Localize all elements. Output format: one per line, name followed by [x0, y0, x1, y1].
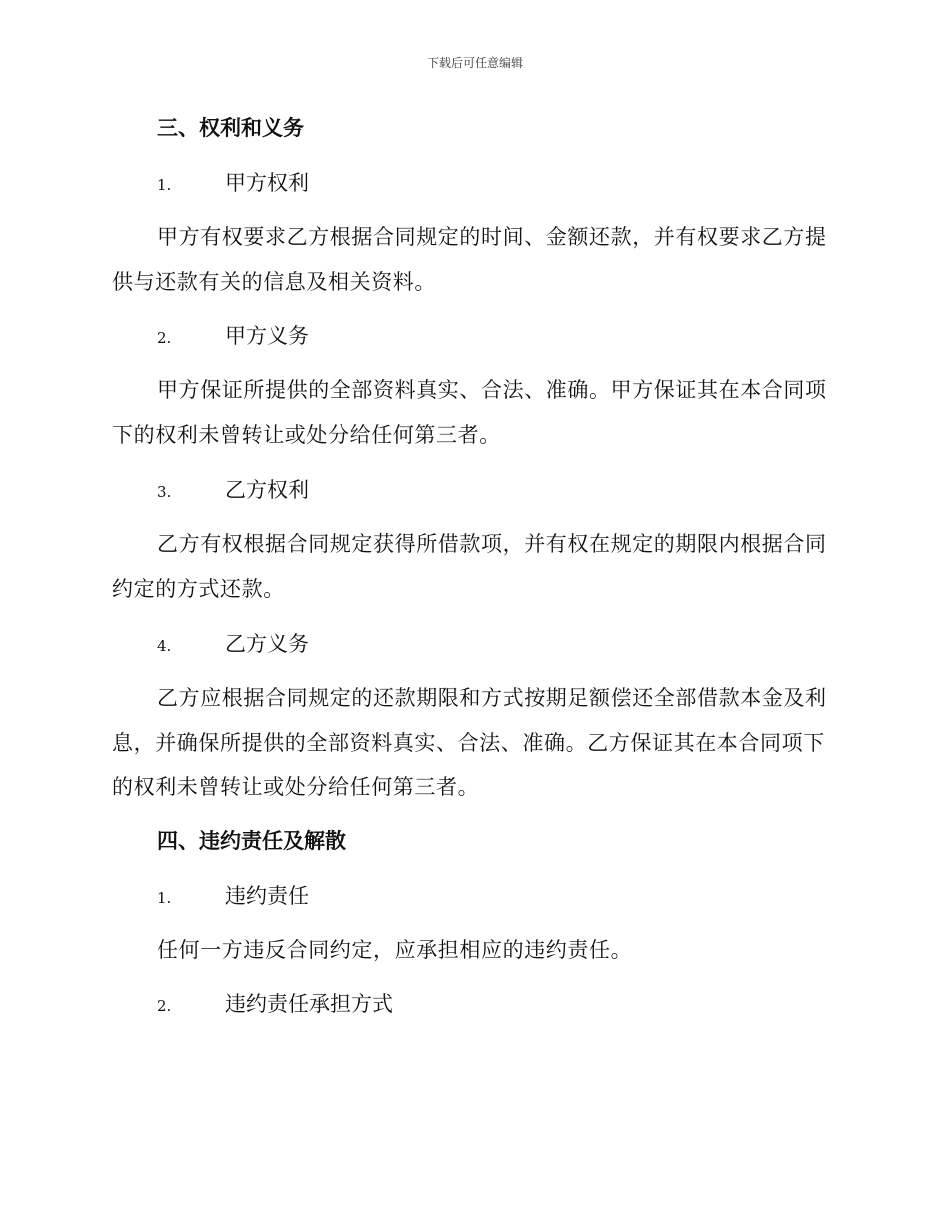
list-item-party-b-rights: [157, 475, 877, 507]
list-item-party-a-obligations: [157, 321, 877, 353]
list-item-title: 甲方义务: [225, 324, 309, 348]
paragraph-line: 约定的方式还款。: [112, 577, 285, 601]
list-item-number: 2.: [157, 329, 172, 347]
section-heading-breach-termination: 四、违约责任及解散: [157, 828, 346, 853]
paragraph-line: 甲方保证所提供的全部资料真实、合法、准确。甲方保证其在本合同项: [157, 378, 827, 402]
list-item-title: 违约责任承担方式: [225, 992, 393, 1016]
paragraph-line: 乙方应根据合同规定的还款期限和方式按期足额偿还全部借款本金及利: [157, 686, 827, 710]
list-item-liability-method: [157, 989, 877, 1021]
list-item-title: 乙方权利: [225, 478, 309, 502]
section-heading-rights-obligations: 三、权利和义务: [157, 115, 304, 140]
list-item-number: 2.: [157, 997, 172, 1015]
list-item-party-b-obligations: [157, 629, 877, 661]
paragraph-line: 乙方有权根据合同规定获得所借款项，并有权在规定的期限内根据合同: [157, 532, 827, 556]
list-item-number: 4.: [157, 637, 172, 655]
paragraph-line: 的权利未曾转让或处分给任何第三者。: [112, 775, 480, 799]
paragraph-line: 任何一方违反合同约定，应承担相应的违约责任。: [157, 938, 633, 962]
paragraph-line: 供与还款有关的信息及相关资料。: [112, 270, 436, 294]
list-item-number: 1.: [157, 889, 172, 907]
list-item-title: 乙方义务: [225, 632, 309, 656]
list-item-title: 违约责任: [225, 884, 309, 908]
list-item-title: 甲方权利: [225, 171, 309, 195]
list-item-number: 1.: [157, 176, 172, 194]
paragraph-line: 息，并确保所提供的全部资料真实、合法、准确。乙方保证其在本合同项下: [112, 731, 825, 755]
list-item-party-a-rights: [157, 168, 877, 200]
list-item-breach-liability: [157, 881, 877, 913]
paragraph-line: 下的权利未曾转让或处分给任何第三者。: [112, 423, 501, 447]
list-item-number: 3.: [157, 483, 172, 501]
paragraph-line: 甲方有权要求乙方根据合同规定的时间、金额还款，并有权要求乙方提: [157, 225, 827, 249]
page-header: 下载后可任意编辑: [426, 56, 523, 70]
